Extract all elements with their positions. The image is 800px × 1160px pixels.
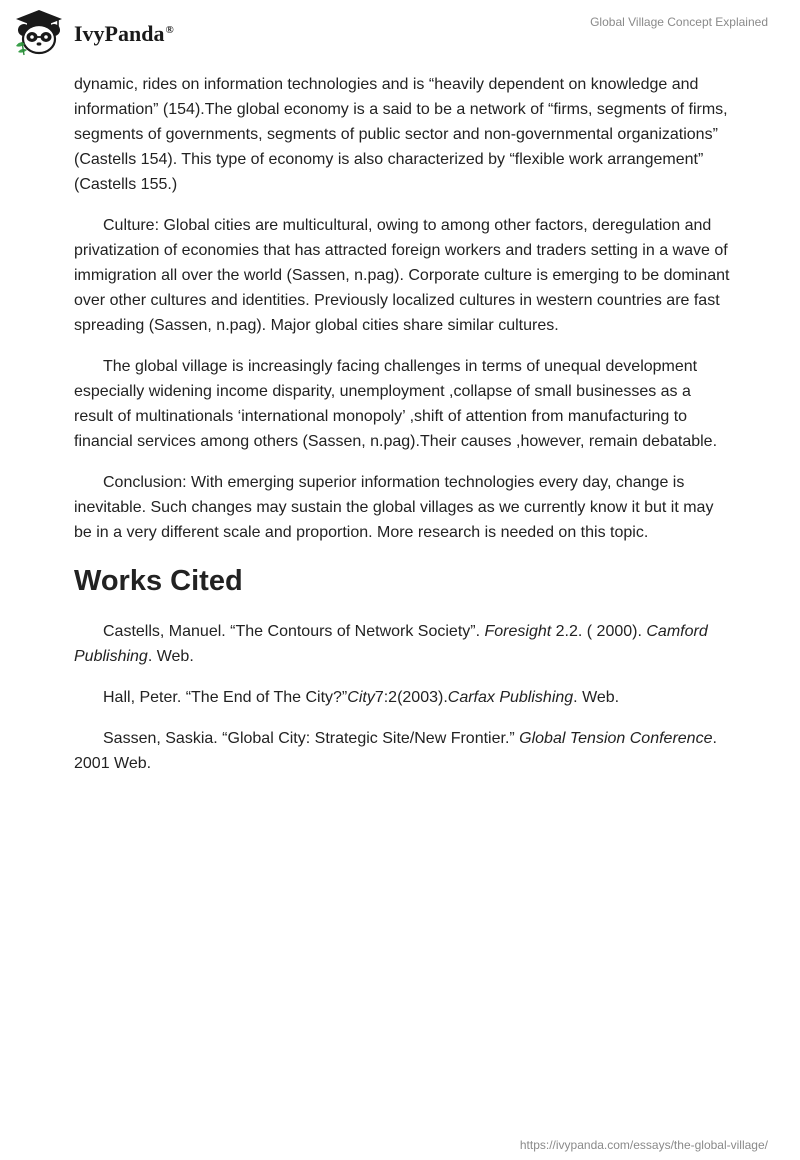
works-cited-heading: Works Cited — [74, 565, 243, 597]
body-paragraph: Conclusion: With emerging superior information technologies every day, change is inevitable. Such changes may sustain the global villages as we currently know it but it may be in a very different scale and proportion. More research is needed on this topic. — [74, 474, 714, 541]
panda-graduate-icon — [12, 8, 66, 56]
ivypanda-logo[interactable] — [12, 8, 174, 56]
essay-content — [74, 72, 734, 792]
citation-entry: Hall, Peter. “The End of The City?”City7:2(2003).Carfax Publishing. Web. — [103, 689, 620, 706]
document-title: Global Village Concept Explained — [590, 15, 768, 29]
body-paragraph: The global village is increasingly facing challenges in terms of unequal development especially widening income disparity, unemployment ,collapse of small businesses as a result of multinationals ‘international monopoly’ ,shift of attention from manufacturing to financial services among others (Sassen, n.pag).Their causes ,however, remain debatable. — [74, 358, 718, 450]
source-url-link[interactable]: https://ivypanda.com/essays/the-global-village/ — [519, 1138, 768, 1152]
body-paragraph: Culture: Global cities are multicultural, owing to among other factors, deregulation and privatization of economies that has attracted foreign workers and traders setting in a wave of immigration all over the world (Sassen, n.pag). Corporate culture is emerging to be dominant over other cultures and identities. Previously localized cultures in western countries are fast spreading (Sassen, n.pag). Major global cities share similar cultures. — [74, 217, 730, 334]
page-header — [0, 0, 800, 64]
body-paragraph: dynamic, rides on information technologies and is “heavily dependent on knowledge and information” (154).The global economy is a said to be a network of “firms, segments of firms, segments of governments, segments of public sector and non-governmental organizations” (Castells 154). This type of economy is also characterized by “flexible work arrangement” (Castells 155.) — [74, 76, 728, 193]
logo-wordmark: IvyPanda® — [74, 21, 174, 46]
citation-entry: Castells, Manuel. “The Contours of Network Society”. Foresight 2.2. ( 2000). Camford Publishing. Web. — [74, 623, 708, 665]
citation-entry: Sassen, Saskia. “Global City: Strategic Site/New Frontier.” Global Tension Conference. 2001 Web. — [74, 730, 717, 772]
